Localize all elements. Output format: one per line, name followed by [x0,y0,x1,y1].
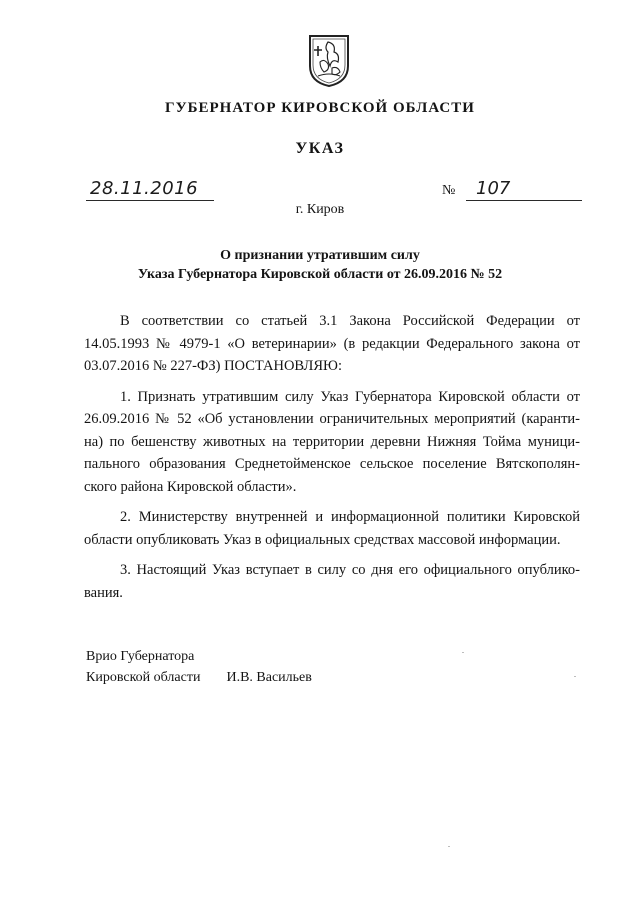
paragraph-item-1 [84,386,580,499]
signatory-title-line-2 [86,667,312,688]
number-underline [466,200,582,201]
text-line: на) по бешенству животных на территории деревни Нижняя Тойма муници- [84,433,580,450]
paragraph-item-3 [84,559,580,604]
document-date: 28.11.2016 [90,178,199,199]
text-line: 03.07.2016 № 227-ФЗ) ПОСТАНОВЛЯЮ: [84,358,342,374]
document-number-field [442,178,582,204]
document-date-field [86,178,214,204]
text-line: В соответствии со статьей 3.1 Закона Российской Федерации от [120,313,580,329]
text-line: 14.05.1993 № 4979-1 «О ветеринарии» (в редакции Федерального закона от [84,335,580,352]
document-type: УКАЗ [295,140,345,157]
city: г. Киров [295,202,345,217]
text-line: 2. Министерству внутренней и информационной политики Кировской [120,509,580,525]
text-line: пального образования Среднетойменское сельское поселение Вятскополян- [84,456,580,472]
number-sign: № [442,183,456,198]
scan-speck [448,846,450,847]
signatory-title-region: Кировской области [86,670,201,685]
document-number: 107 [476,178,511,199]
text-line: области опубликовать Указ в официальных средствах массовой информации. [84,531,561,548]
date-underline [86,200,214,201]
paragraph-item-2 [84,506,580,551]
text-line: вания. [84,584,123,601]
scan-speck [574,676,576,677]
scan-speck [462,652,464,653]
text-line: ского района Кировской области». [84,478,297,495]
text-line: 3. Настоящий Указ вступает в силу со дня его официального опублико- [120,562,580,578]
text-line: 1. Признать утратившим силу Указ Губернатора Кировской области от [120,388,580,405]
subject-heading [0,246,640,284]
issuing-authority: ГУБЕРНАТОР КИРОВСКОЙ ОБЛАСТИ [165,100,475,116]
subject-line-2: Указа Губернатора Кировской области от 26.09.2016 № 52 [137,267,503,282]
signature-block [86,646,312,688]
paragraph-preamble [84,310,580,378]
signatory-name: И.В. Васильев [226,670,312,685]
document-body [84,310,580,612]
coat-of-arms-emblem-icon [306,32,352,88]
signatory-title-line-1: Врио Губернатора [86,649,195,664]
subject-line-1: О признании утратившим силу [220,248,420,263]
text-line: 26.09.2016 № 52 «Об установлении ограничительных мероприятий (каранти- [84,411,580,427]
